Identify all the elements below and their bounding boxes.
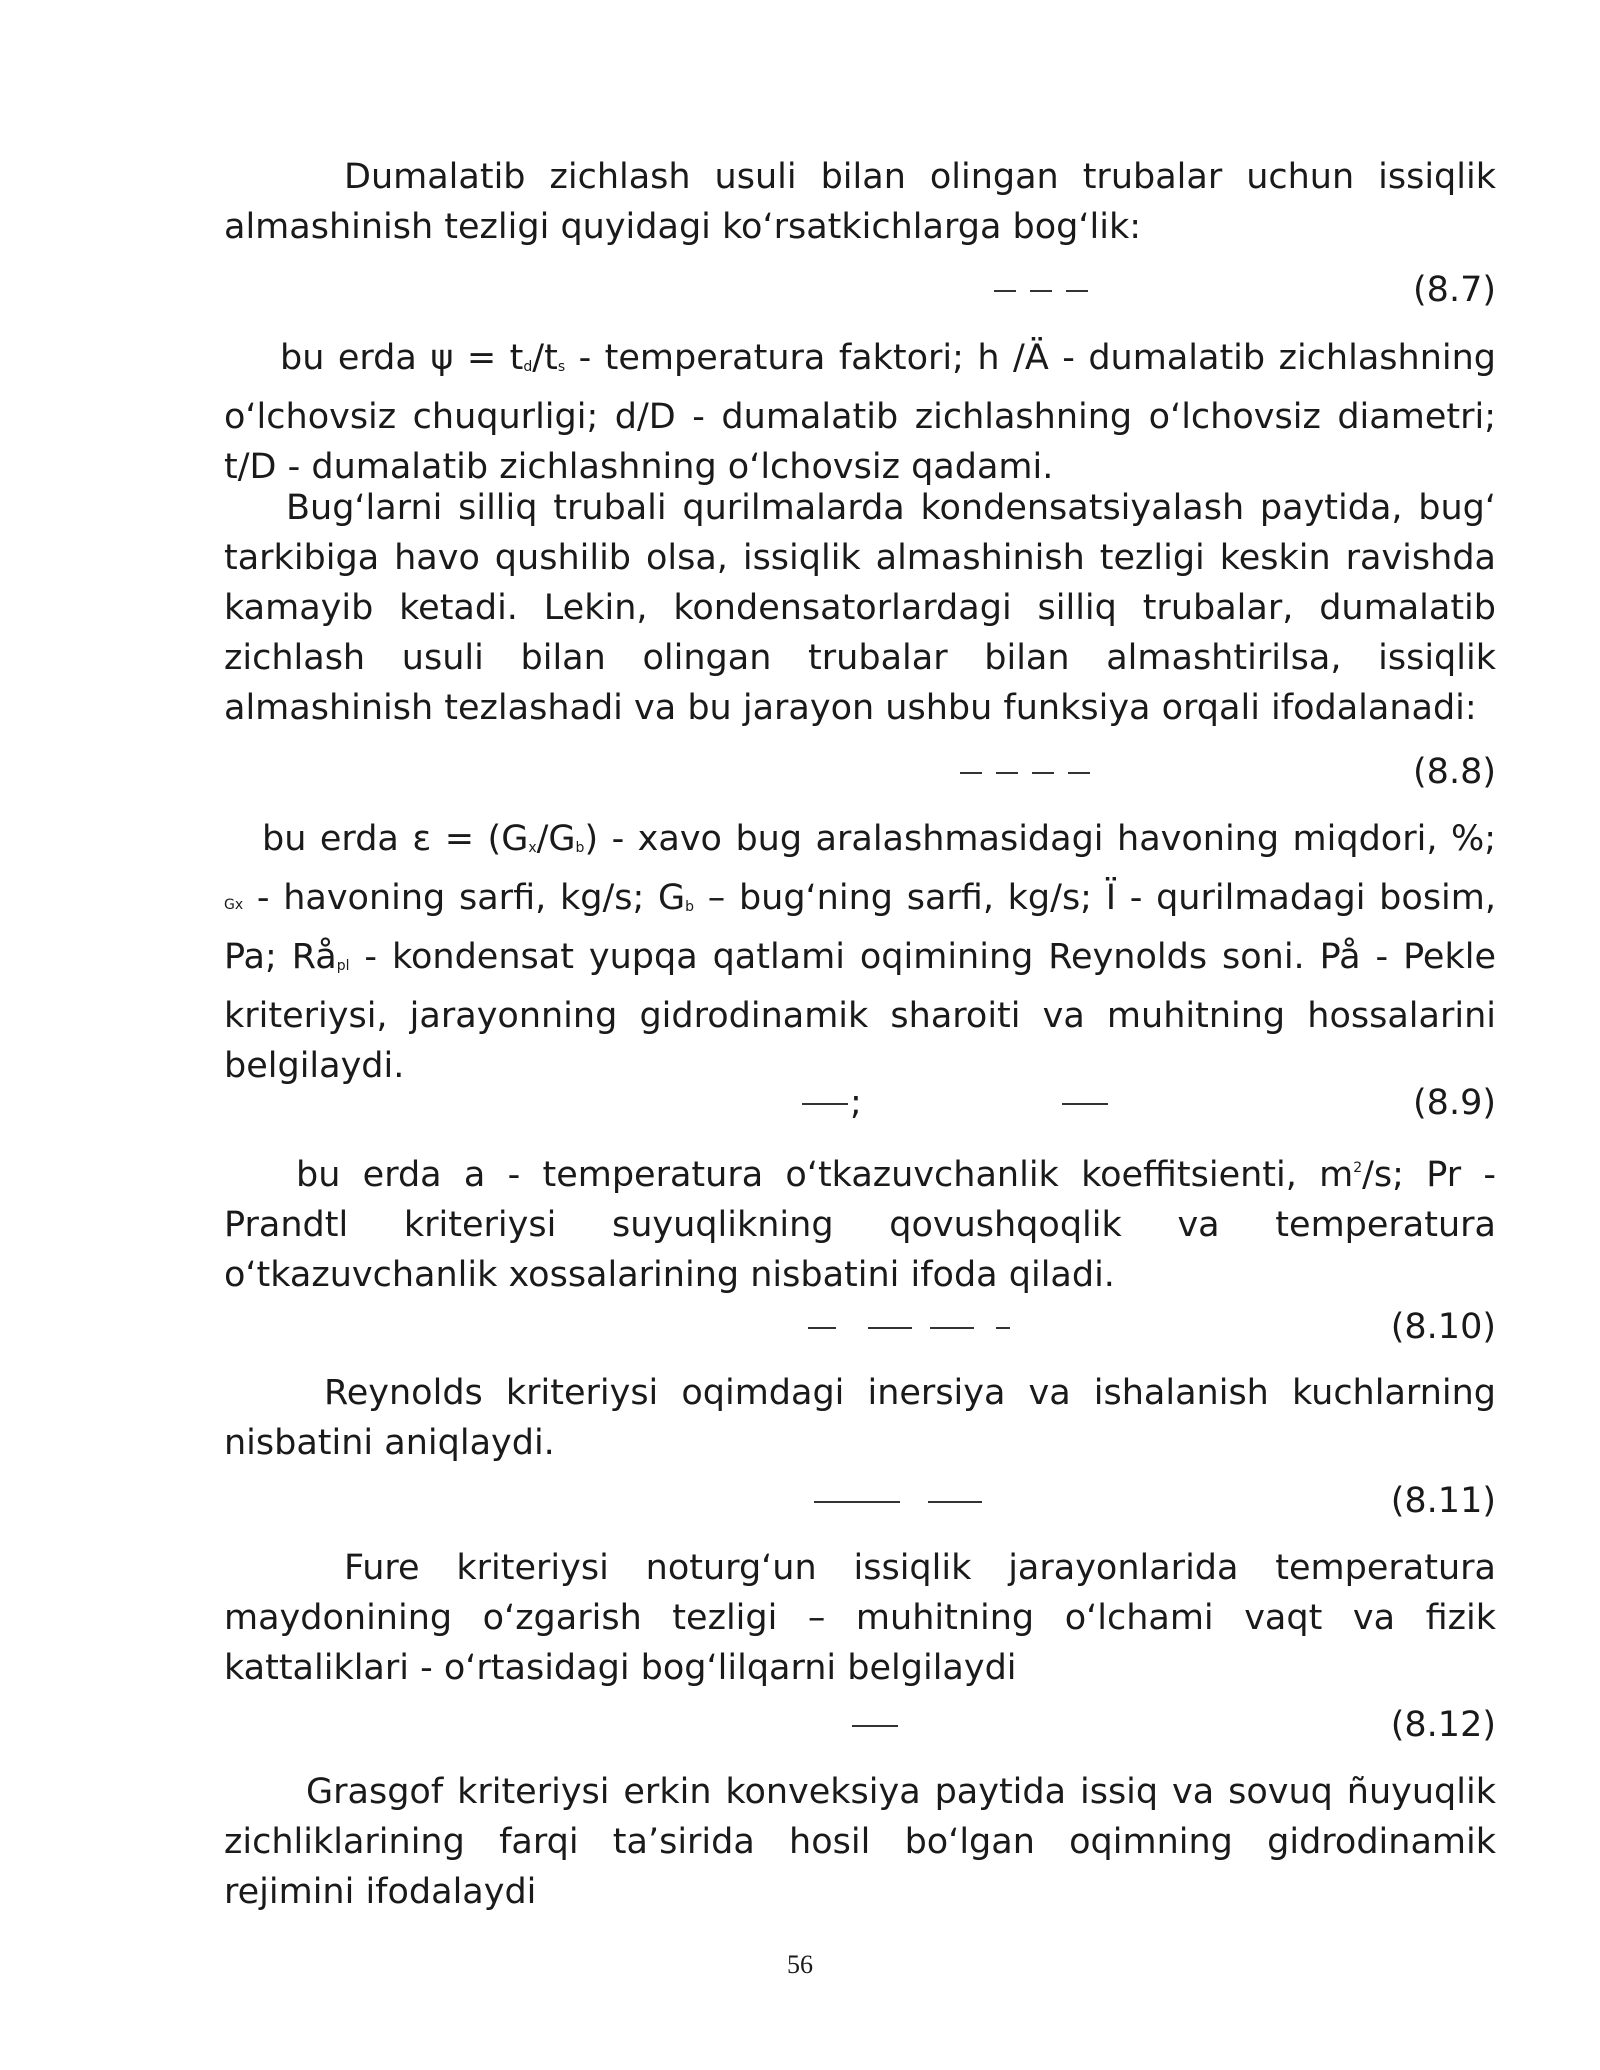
paragraph-fourier-text: Fure kriteriysi noturg‘un issiqlik jarayonlarida temperatura maydonining o‘zgarish tezligi – muhitning o‘lchami vaqt va fizik kattaliklari - o‘rtasidagi bog‘lilqarni belgilaydi <box>224 1548 1496 1688</box>
equation-number: (8.7) <box>1413 270 1496 310</box>
equation-number: (8.11) <box>1390 1481 1496 1521</box>
formula-fraction-bar <box>930 1327 974 1329</box>
equation-number: (8.9) <box>1413 1083 1496 1123</box>
paragraph-definitions-8-7: bu erda $\psi = t_d/t_s$ - temperatura faktori; h /Ä - dumalatib zichlashning o‘lchovsiz chuqurligi; d/D - dumalatib zichlashning o‘lchovsiz diametri; t/D - dumalatib zichlashning o‘lchovsiz qadami. <box>224 338 1497 487</box>
paragraph-definitions-8-8: bu erda $\varepsilon = (G_x/G_b)$ - xavo bug aralashmasidagi havoning miqdori, %; Gx - havoning sarfi, kg/s; $G_b$ – bug‘ning sarfi, kg/s; Ï - qurilmadagi bosim, Pa; $Rå_{pl}$ - kondensat yupqa qatlami oqimining Reynolds soni. På - Pekle kriteriysi, jarayonning gidrodinamik sharoiti va muhitning hossalarini belgilaydi. <box>224 819 1496 1086</box>
formula-fraction-bar <box>928 1501 982 1503</box>
formula-fraction-bar <box>802 1103 848 1105</box>
formula-fraction-bar <box>1032 772 1054 774</box>
formula-fraction-bar <box>1066 290 1088 292</box>
formula-fraction-bar <box>808 1327 836 1329</box>
formula-fraction-bar <box>852 1725 898 1727</box>
equation-8-11 <box>224 1476 1496 1526</box>
formula-fraction-bar <box>996 1327 1010 1329</box>
paragraph-grashof <box>224 1767 1496 1917</box>
equation-number: (8.12) <box>1390 1705 1496 1745</box>
paragraph-intro <box>224 152 1496 252</box>
equation-8-8 <box>224 747 1496 797</box>
paragraph-fourier <box>224 1543 1496 1693</box>
equation-8-10 <box>224 1302 1496 1352</box>
paragraph-grashof-text: Grasgof kriteriysi erkin konveksiya paytida issiq va sovuq ñuyuqlik zichliklarining farqi ta’sirida hosil bo‘lgan oqimning gidrodinamik rejimini ifodalaydi <box>224 1772 1496 1912</box>
formula-fraction-bar <box>996 772 1018 774</box>
paragraph-condensation-text: Bug‘larni silliq trubali qurilmalarda kondensatsiyalash paytida, bug‘ tarkibiga havo qushilib olsa, issiqlik almashinish tezligi keskin ravishda kamayib ketadi. Lekin, kondensatorlardagi silliq trubalar, dumalatib zichlash usuli bilan olingan trubalar bilan almashtirilsa, issiqlik almashinish tezlashadi va bu jarayon ushbu funksiya orqali ifodalanadi: <box>224 488 1496 728</box>
formula-fraction-bar <box>960 772 982 774</box>
formula-separator: ; <box>850 1083 862 1123</box>
equation-8-7 <box>224 265 1496 315</box>
paragraph-intro-text: Dumalatib zichlash usuli bilan olingan trubalar uchun issiqlik almashinish tezligi quyidagi ko‘rsatkichlarga bog‘lik: <box>224 157 1496 247</box>
formula-fraction-bar <box>994 290 1016 292</box>
equation-8-12 <box>224 1700 1496 1750</box>
paragraph-condensation <box>224 483 1496 733</box>
page-number: 56 <box>787 1950 813 1979</box>
paragraph-definitions-8-9: bu erda a - temperatura o‘tkazuvchanlik koeffitsienti, $m^2/s$; Pr - Prandtl kriteriysi suyuqlikning qovushqoqlik va temperatura o‘tkazuvchanlik xossalarining nisbatini ifoda qiladi. <box>224 1155 1496 1295</box>
equation-number: (8.10) <box>1390 1307 1496 1347</box>
equation-number: (8.8) <box>1413 752 1496 792</box>
formula-fraction-bar <box>1030 290 1052 292</box>
equation-8-9 <box>224 1078 1496 1128</box>
formula-fraction-bar <box>814 1501 900 1503</box>
paragraph-reynolds <box>224 1368 1496 1468</box>
paragraph-reynolds-text: Reynolds kriteriysi oqimdagi inersiya va ishalanish kuchlarning nisbatini aniqlaydi. <box>224 1373 1496 1463</box>
formula-fraction-bar <box>868 1327 912 1329</box>
formula-fraction-bar <box>1062 1103 1108 1105</box>
formula-fraction-bar <box>1068 772 1090 774</box>
